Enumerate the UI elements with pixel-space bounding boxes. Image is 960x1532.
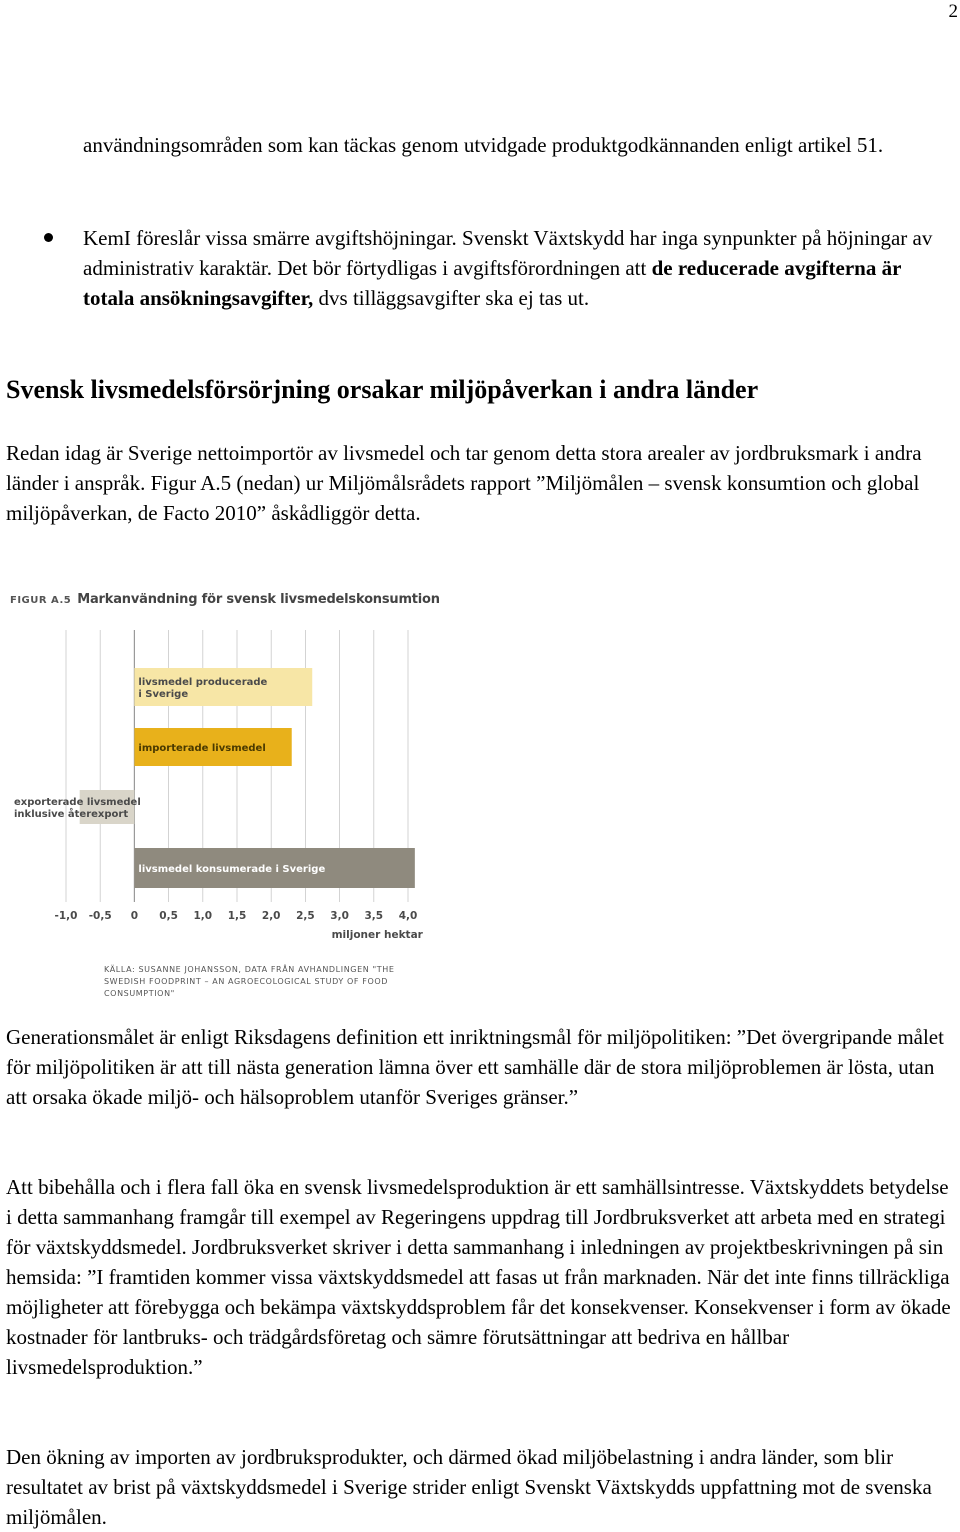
land-use-chart xyxy=(10,592,430,992)
x-tick-label: 1,0 xyxy=(193,910,213,922)
bar-label: importerade livsmedel xyxy=(138,743,266,754)
bullet-text-end: dvs tilläggsavgifter ska ej tas ut. xyxy=(313,286,590,310)
figure-title: Markanvändning för svensk livsmedelskonsumtion xyxy=(77,592,440,607)
bar-label: livsmedel producerade xyxy=(138,677,268,688)
bar-label: inklusive återexport xyxy=(14,809,129,820)
paragraph-production: Att bibehålla och i flera fall öka en svensk livsmedelsproduktion är ett samhällsintresse. Växtskyddets betydelse i detta sammanhang framgår till exempel av Regeringens uppdrag till Jordbruksverket att arbeta med en strategi för växtskyddsmedel. Jordbruksverket skriver i detta sammanhang i inledningen av projektbeskrivningen på sin hemsida: ”I framtiden kommer vissa växtskyddsmedel att fasas ut från marknaden. När det inte finns tillräckliga möjligheter att förebygga och bekämpa växtskyddsproblem får det konsekvenser. Konsekvenser i form av ökade kostnader för lantbruks- och trädgårdsföretag och sämre förutsättningar att bedriva en hållbar livsmedelsproduktion.” xyxy=(6,1175,951,1379)
paragraph-continuation: användningsområden som kan täckas genom utvidgade produktgodkännanden enligt artikel 51. xyxy=(83,133,884,157)
paragraph-generation: Generationsmålet är enligt Riksdagens definition ett inriktningsmål för miljöpolitiken: ”Det övergripande målet för miljöpolitiken är att till nästa generation lämna över ett samhälle där de stora miljöproblemen är lösta, utan att orsaka ökade miljö- och hälsoproblem utanför Sveriges gränser.” xyxy=(6,1025,944,1109)
bar-label: livsmedel konsumerade i Sverige xyxy=(138,864,326,875)
x-tick-label: 1,5 xyxy=(227,910,247,922)
bar-label: exporterade livsmedel xyxy=(14,797,141,808)
paragraph-import: Den ökning av importen av jordbruksprodukter, och därmed ökad miljöbelastning i andra länder, som blir resultatet av brist på växtskyddsmedel i Sverige strider enligt Svenskt Växtskydds uppfattning mot de svenska miljömålen. xyxy=(6,1445,932,1529)
x-tick-label: 3,5 xyxy=(364,910,384,922)
x-tick-label: -0,5 xyxy=(88,910,112,922)
x-tick-label: 4,0 xyxy=(398,910,418,922)
x-tick-label: -1,0 xyxy=(54,910,78,922)
x-tick-label: 0,5 xyxy=(159,910,178,922)
figure-caption xyxy=(10,592,440,607)
x-axis-label: miljoner hektar xyxy=(331,929,423,941)
page-number: 2 xyxy=(948,1,958,22)
x-tick-label: 0 xyxy=(130,910,139,922)
figure-label: FIGUR A.5 xyxy=(10,595,72,606)
figure-a5 xyxy=(10,592,440,998)
section-heading: Svensk livsmedelsförsörjning orsakar miljöpåverkan i andra länder xyxy=(6,375,759,404)
figure-source: KÄLLA: SUSANNE JOHANSSON, DATA FRÅN AVHANDLINGEN "THE SWEDISH FOODPRINT – AN AGROECOLOGICAL STUDY OF FOOD CONSUMPTION" xyxy=(104,965,395,998)
x-tick-label: 2,5 xyxy=(296,910,315,922)
bar-label: i Sverige xyxy=(138,689,189,700)
x-tick-label: 3,0 xyxy=(330,910,349,922)
x-tick-label: 2,0 xyxy=(261,910,281,922)
bullet-text-start: KemI föreslår vissa smärre avgiftshöjningar. Svenskt Växtskydd har inga synpunkter på höjningar av administrativ karaktär. Det bör förtydligas i avgiftsförordningen att xyxy=(83,226,933,280)
paragraph-intro: Redan idag är Sverige nettoimportör av livsmedel och tar genom detta stora arealer av jordbruksmark i andra länder i anspråk. Figur A.5 (nedan) ur Miljömålsrådets rapport ”Miljömålen – svensk konsumtion och global miljöpåverkan, de Facto 2010” åskådliggör detta. xyxy=(6,441,922,525)
bullet-bold-text: de reducerade avgifterna är totala ansökningsavgifter, xyxy=(83,256,902,310)
bullet-paragraph xyxy=(83,223,953,313)
bullet-icon xyxy=(44,233,53,242)
